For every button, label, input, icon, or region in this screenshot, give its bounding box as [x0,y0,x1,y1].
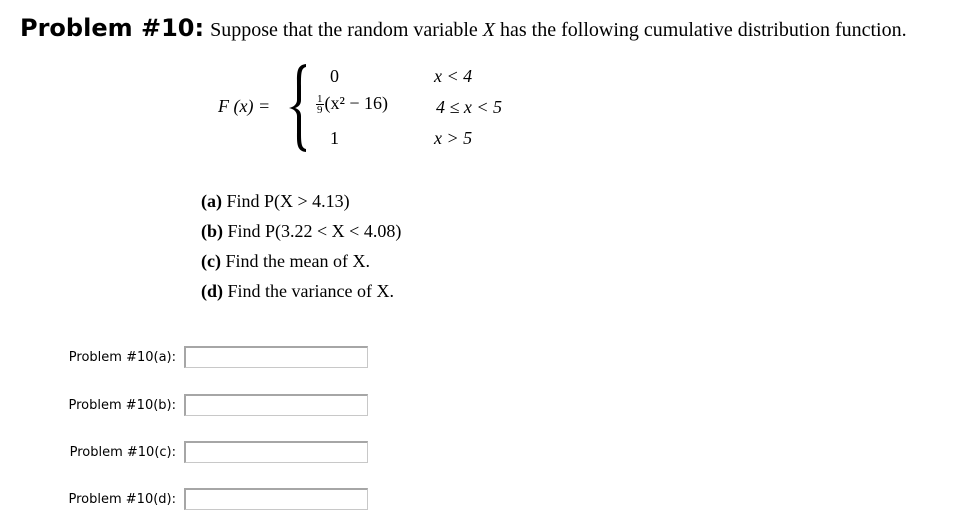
answer-input-d[interactable] [184,488,368,510]
question-tag: (d) [201,281,223,301]
fraction-numerator: 1 [317,93,323,106]
case-3-expression: 1 [330,128,339,148]
question-d [201,276,401,306]
question-tag: (a) [201,191,222,211]
one-ninth-fraction [316,94,324,115]
answer-input-a[interactable] [184,346,368,368]
question-a [201,186,401,216]
question-tag: (b) [201,221,223,241]
answer-label-b: Problem #10(b): [68,398,176,413]
problem-heading [20,14,907,42]
case-3-condition: x > 5 [434,128,473,148]
question-tag: (c) [201,251,221,271]
statement-variable: X [482,19,496,41]
case-1-expression: 0 [330,66,339,86]
left-brace-icon [286,62,310,154]
question-b [201,216,401,246]
answer-label-d: Problem #10(d): [68,492,176,507]
case-2-body: (x² − 16) [324,93,389,113]
statement-prefix: Suppose that the random variable [210,19,483,41]
cdf-formula [218,62,548,154]
question-text: Find P(X > 4.13) [226,191,350,211]
answer-row-a [0,346,958,372]
question-list [201,186,401,306]
answer-row-c [0,441,958,467]
statement-suffix: has the following cumulative distribution function. [495,19,907,41]
answer-input-b[interactable] [184,394,368,416]
fraction-denominator: 9 [317,104,323,117]
problem-statement [210,19,907,41]
problem-label: Problem #10: [20,14,205,42]
answer-label-a: Problem #10(a): [68,350,176,365]
case-2-expression [316,93,388,115]
case-1-condition: x < 4 [434,66,473,86]
answer-row-b [0,394,958,420]
question-text: Find P(3.22 < X < 4.08) [227,221,402,241]
question-text: Find the mean of X. [225,251,370,271]
formula-lhs: F (x) = [218,96,271,116]
question-text: Find the variance of X. [227,281,394,301]
answer-label-c: Problem #10(c): [69,445,176,460]
answer-row-d [0,488,958,514]
case-2-condition: 4 ≤ x < 5 [436,97,503,117]
answer-input-c[interactable] [184,441,368,463]
question-c [201,246,401,276]
